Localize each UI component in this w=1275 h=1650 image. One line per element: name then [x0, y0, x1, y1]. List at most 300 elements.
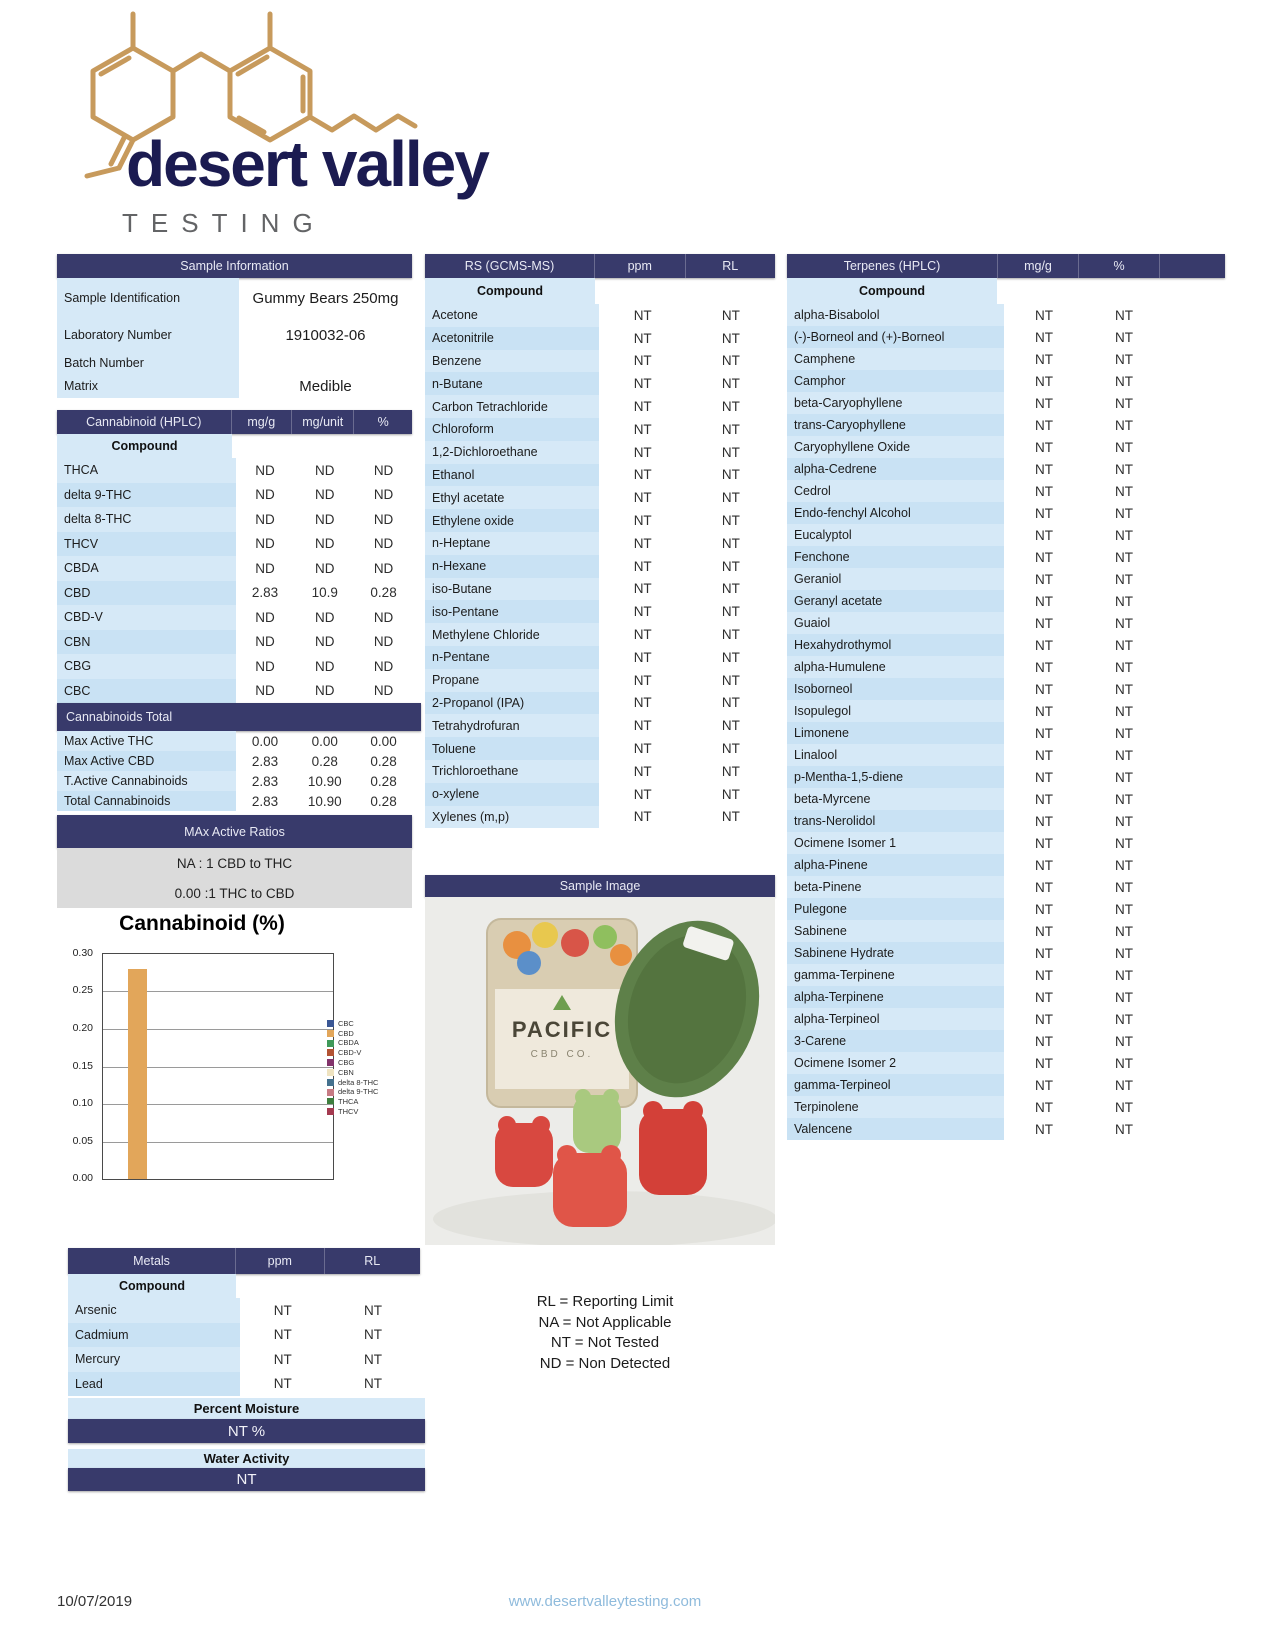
pct-value: NT: [1115, 747, 1133, 763]
pct-value: NT: [1115, 1011, 1133, 1027]
compound-subheader-label: Compound: [425, 278, 595, 304]
compound-label: trans-Caryophyllene: [787, 414, 1004, 436]
mgg-value: ND: [255, 511, 275, 527]
total-label: Max Active CBD: [57, 751, 236, 771]
ppm-value: NT: [633, 421, 652, 437]
water-activity-header: Water Activity: [68, 1449, 425, 1468]
chart-bar-delta 8-THC: [241, 954, 264, 1179]
mgg-value: NT: [1035, 637, 1053, 653]
legend-item: [327, 1020, 378, 1027]
legend-label: delta 9-THC: [338, 1087, 379, 1097]
brand-subtitle: TESTING: [122, 208, 326, 238]
mgg-value: 2.83: [251, 585, 279, 601]
table-row: [425, 350, 775, 373]
sample-image-title: Sample Image: [559, 879, 641, 893]
compound-subheader-label: Compound: [57, 434, 232, 458]
rl-value: NT: [721, 490, 740, 506]
col-header-pct: %: [377, 415, 389, 429]
table-row: [425, 623, 775, 646]
pct-value: NT: [1115, 967, 1133, 983]
mgunit-value: ND: [315, 487, 335, 503]
compound-label: Arsenic: [68, 1298, 240, 1323]
compound-label: alpha-Terpineol: [787, 1008, 1004, 1030]
table-row: [787, 524, 1225, 546]
rl-value: NT: [721, 604, 740, 620]
mgunit-value: 10.90: [307, 773, 342, 789]
table-row: [787, 590, 1225, 612]
table-row: [787, 1074, 1225, 1096]
compound-label: Mercury: [68, 1347, 240, 1372]
table-row: [787, 832, 1225, 854]
table-row: [68, 1298, 420, 1323]
website-link[interactable]: www.desertvalleytesting.com: [508, 1593, 702, 1610]
header-spacer: [1160, 254, 1225, 278]
terpenes-table-body: [787, 304, 1225, 1140]
pct-value: NT: [1115, 307, 1133, 323]
compound-label: Camphene: [787, 348, 1004, 370]
compound-label: Sabinene: [787, 920, 1004, 942]
ppm-value: NT: [633, 558, 652, 574]
table-row: [787, 546, 1225, 568]
mgg-value: NT: [1035, 615, 1053, 631]
compound-label: Cadmium: [68, 1323, 240, 1348]
compound-label: THCV: [57, 532, 236, 557]
compound-label: Endo-fenchyl Alcohol: [787, 502, 1004, 524]
mgg-value: NT: [1035, 813, 1053, 829]
compound-label: Guaiol: [787, 612, 1004, 634]
compound-subheader-label: Compound: [68, 1274, 236, 1298]
pct-value: NT: [1115, 1077, 1133, 1093]
ppm-value: NT: [633, 399, 652, 415]
pct-value: NT: [1115, 637, 1133, 653]
table-row: [787, 656, 1225, 678]
compound-label: gamma-Terpinene: [787, 964, 1004, 986]
table-row: [787, 392, 1225, 414]
ppm-value: NT: [633, 353, 652, 369]
mgunit-value: 0.28: [311, 753, 338, 769]
col-header-mgg: mg/g: [998, 254, 1079, 278]
pct-value: 0.28: [370, 773, 397, 789]
ppm-value: NT: [633, 467, 652, 483]
compound-label: beta-Pinene: [787, 876, 1004, 898]
pct-value: NT: [1115, 879, 1133, 895]
pct-value: ND: [373, 511, 394, 527]
table-row: [57, 751, 412, 771]
pct-value: NT: [1115, 725, 1133, 741]
compound-label: Ethyl acetate: [425, 486, 599, 509]
compound-label: CBD-V: [57, 605, 236, 630]
table-row: [57, 352, 412, 374]
field-value: 1910032-06: [285, 326, 366, 344]
pct-value: NT: [1115, 659, 1133, 675]
col-header-ppm: ppm: [595, 254, 685, 278]
pct-value: 0.28: [370, 585, 397, 601]
mgg-value: NT: [1035, 923, 1053, 939]
pct-value: NT: [1115, 1033, 1133, 1049]
table-row: [787, 568, 1225, 590]
compound-label: alpha-Bisabolol: [787, 304, 1004, 326]
table-row: [425, 418, 775, 441]
ppm-value: NT: [273, 1376, 292, 1392]
mgg-value: NT: [1035, 549, 1053, 565]
compound-label: Toluene: [425, 737, 599, 760]
compound-label: n-Hexane: [425, 555, 599, 578]
mgunit-value: ND: [315, 609, 335, 625]
rl-value: NT: [721, 421, 740, 437]
chart-bars: [103, 954, 333, 1179]
legend-label: CBD: [338, 1028, 354, 1038]
mgg-value: NT: [1035, 1099, 1053, 1115]
metals-table-body: [68, 1298, 420, 1396]
mgg-value: ND: [255, 462, 275, 478]
compound-label: delta 9-THC: [57, 483, 236, 508]
ratio-line: 0.00 :1 THC to CBD: [174, 885, 295, 901]
compound-subheader-label: Compound: [787, 278, 997, 304]
compound-label: Valencene: [787, 1118, 1004, 1140]
mgg-value: NT: [1035, 835, 1053, 851]
chart-bar-CBDA: [149, 954, 172, 1179]
col-header-mgg: mg/g: [232, 410, 293, 434]
mgg-value: ND: [255, 536, 275, 552]
table-row: [57, 532, 412, 557]
cannabinoid-table-body: [57, 458, 412, 703]
sample-info-title: Sample Information: [180, 259, 289, 273]
field-label: Sample Identification: [57, 278, 239, 318]
pct-value: NT: [1115, 1099, 1133, 1115]
ratio-line: NA : 1 CBD to THC: [176, 855, 293, 871]
mgg-value: NT: [1035, 725, 1053, 741]
pct-value: NT: [1115, 417, 1133, 433]
mgg-value: ND: [255, 609, 275, 625]
table-row: [57, 791, 412, 811]
rl-value: NT: [721, 399, 740, 415]
field-value: Gummy Bears 250mg: [252, 289, 399, 307]
mgg-value: NT: [1035, 527, 1053, 543]
table-row: [787, 920, 1225, 942]
legend-item: [327, 1030, 378, 1037]
mgg-value: NT: [1035, 505, 1053, 521]
pct-value: NT: [1115, 901, 1133, 917]
max-active-ratios-header: [57, 815, 412, 848]
ppm-value: NT: [633, 741, 652, 757]
ppm-value: NT: [633, 513, 652, 529]
ppm-value: NT: [633, 649, 652, 665]
rl-value: NT: [721, 581, 740, 597]
compound-label: Ocimene Isomer 1: [787, 832, 1004, 854]
mgunit-value: ND: [315, 634, 335, 650]
table-row: [787, 942, 1225, 964]
pct-value: NT: [1115, 461, 1133, 477]
table-row: [57, 507, 412, 532]
ppm-value: NT: [633, 307, 652, 323]
table-row: [57, 605, 412, 630]
mgg-value: ND: [255, 658, 275, 674]
legend-label: CBN: [338, 1067, 354, 1077]
total-label: Total Cannabinoids: [57, 791, 236, 811]
max-active-ratios-title: MAx Active Ratios: [184, 824, 285, 839]
compound-label: Tetrahydrofuran: [425, 714, 599, 737]
table-row: [425, 783, 775, 806]
compound-label: 3-Carene: [787, 1030, 1004, 1052]
percent-moisture-value: NT %: [68, 1419, 425, 1443]
legend-item: [327, 1049, 378, 1056]
rl-value: NT: [721, 307, 740, 323]
pct-value: NT: [1115, 791, 1133, 807]
compound-label: Geraniol: [787, 568, 1004, 590]
legend-label: THCA: [338, 1097, 359, 1107]
cannabinoid-compound-subheader: [57, 434, 412, 458]
table-row: [57, 731, 412, 751]
ppm-value: NT: [273, 1327, 292, 1343]
compound-label: Propane: [425, 669, 599, 692]
ppm-value: NT: [633, 581, 652, 597]
compound-label: CBN: [57, 630, 236, 655]
table-row: [57, 771, 412, 791]
pct-value: ND: [373, 536, 394, 552]
ppm-value: NT: [633, 490, 652, 506]
mgg-value: ND: [255, 634, 275, 650]
table-row: [787, 1096, 1225, 1118]
rl-value: NT: [721, 763, 740, 779]
mgg-value: NT: [1035, 571, 1053, 587]
compound-label: THCA: [57, 458, 236, 483]
compound-label: Terpinolene: [787, 1096, 1004, 1118]
ppm-value: NT: [273, 1351, 292, 1367]
abbreviation-line: NT = Not Tested: [550, 1334, 660, 1351]
field-label: Batch Number: [57, 352, 239, 374]
total-label: Max Active THC: [57, 731, 236, 751]
mgg-value: 2.83: [251, 793, 279, 809]
rs-table-body: [425, 304, 775, 828]
compound-label: Trichloroethane: [425, 760, 599, 783]
terpenes-table-header: [787, 254, 1225, 278]
mgg-value: NT: [1035, 659, 1053, 675]
chart-bar-CBG: [195, 954, 218, 1179]
table-row: [425, 578, 775, 601]
legend-item: [327, 1108, 378, 1115]
ppm-value: NT: [633, 763, 652, 779]
compound-label: Ocimene Isomer 2: [787, 1052, 1004, 1074]
table-row: [57, 318, 412, 352]
pct-value: ND: [373, 658, 394, 674]
mgg-value: NT: [1035, 1121, 1053, 1137]
col-header-rl: RL: [722, 259, 739, 273]
compound-label: Isoborneol: [787, 678, 1004, 700]
col-header-mgunit: mg/unit: [292, 410, 354, 434]
compound-label: iso-Butane: [425, 578, 599, 601]
compound-label: p-Mentha-1,5-diene: [787, 766, 1004, 788]
mgg-value: ND: [255, 560, 275, 576]
pct-value: NT: [1115, 681, 1133, 697]
metals-compound-subheader: [68, 1274, 420, 1298]
rl-value: NT: [721, 741, 740, 757]
mgunit-value: 0.00: [311, 733, 338, 749]
mgg-value: NT: [1035, 307, 1053, 323]
pct-value: NT: [1115, 857, 1133, 873]
mgg-value: NT: [1035, 329, 1053, 345]
compound-label: Limonene: [787, 722, 1004, 744]
ppm-value: NT: [633, 376, 652, 392]
compound-label: Fenchone: [787, 546, 1004, 568]
compound-label: beta-Myrcene: [787, 788, 1004, 810]
compound-label: n-Butane: [425, 372, 599, 395]
chart-bar-THCV: [310, 954, 333, 1179]
pct-value: NT: [1115, 329, 1133, 345]
col-header-rl: RL: [364, 1254, 381, 1268]
pct-value: NT: [1115, 527, 1133, 543]
mgg-value: NT: [1035, 681, 1053, 697]
table-row: [787, 810, 1225, 832]
table-row: [425, 806, 775, 829]
field-value: [239, 352, 412, 374]
field-label: Laboratory Number: [57, 318, 239, 352]
table-row: [787, 898, 1225, 920]
mgunit-value: 10.9: [311, 585, 338, 601]
mgunit-value: ND: [315, 462, 335, 478]
abbreviation-line: ND = Non Detected: [539, 1354, 671, 1372]
water-activity-value: NT: [68, 1468, 425, 1491]
sample-photo: [425, 897, 775, 1245]
table-row: [787, 458, 1225, 480]
legend-label: THCV: [338, 1106, 359, 1116]
chart-bar-CBC: [103, 954, 126, 1179]
rs-compound-subheader: [425, 278, 775, 304]
pct-value: NT: [1115, 813, 1133, 829]
table-row: [68, 1347, 420, 1372]
cannabinoid-table-header: [57, 410, 412, 434]
jar-label-sub: CBD CO.: [530, 1049, 594, 1060]
table-row: [57, 630, 412, 655]
table-row: [425, 395, 775, 418]
chart-title: Cannabinoid (%): [119, 912, 285, 935]
mgg-value: NT: [1035, 857, 1053, 873]
table-row: [787, 1052, 1225, 1074]
field-label: Matrix: [57, 374, 239, 398]
table-row: [787, 722, 1225, 744]
mgg-value: ND: [255, 487, 275, 503]
table-row: [787, 744, 1225, 766]
rl-value: NT: [721, 558, 740, 574]
table-row: [57, 374, 412, 398]
table-row: [425, 441, 775, 464]
mgg-value: NT: [1035, 439, 1053, 455]
ppm-value: NT: [633, 604, 652, 620]
legend-label: CBG: [338, 1057, 355, 1067]
table-row: [57, 654, 412, 679]
compound-label: Linalool: [787, 744, 1004, 766]
mgg-value: NT: [1035, 1033, 1053, 1049]
abbreviation-line: NA = Not Applicable: [538, 1313, 672, 1331]
legend-item: [327, 1040, 378, 1047]
pct-value: 0.00: [370, 733, 397, 749]
table-row: [57, 278, 412, 318]
cannabinoid-table-title: Cannabinoid (HPLC): [57, 410, 232, 434]
pct-value: NT: [1115, 395, 1133, 411]
pct-value: NT: [1115, 593, 1133, 609]
compound-label: CBG: [57, 654, 236, 679]
legend-item: [327, 1069, 378, 1076]
pct-value: NT: [1115, 439, 1133, 455]
compound-label: Benzene: [425, 350, 599, 373]
cannabinoids-total-title: Cannabinoids Total: [66, 710, 173, 724]
compound-label: Hexahydrothymol: [787, 634, 1004, 656]
rl-value: NT: [721, 786, 740, 802]
rl-value: NT: [721, 627, 740, 643]
total-label: T.Active Cannabinoids: [57, 771, 236, 791]
compound-label: delta 8-THC: [57, 507, 236, 532]
rl-value: NT: [721, 376, 740, 392]
mgg-value: NT: [1035, 461, 1053, 477]
mgunit-value: ND: [315, 683, 335, 699]
compound-label: Ethanol: [425, 464, 599, 487]
chart-plot: [102, 953, 334, 1180]
table-row: [425, 372, 775, 395]
compound-label: 1,2-Dichloroethane: [425, 441, 599, 464]
legend-label: delta 8-THC: [338, 1077, 379, 1087]
ppm-value: NT: [633, 695, 652, 711]
rl-value: NT: [721, 535, 740, 551]
table-row: [787, 854, 1225, 876]
compound-label: Eucalyptol: [787, 524, 1004, 546]
chart-legend: [327, 1020, 378, 1115]
table-row: [425, 692, 775, 715]
compound-label: n-Heptane: [425, 532, 599, 555]
jar-label-brand: PACIFIC: [511, 1017, 613, 1042]
rl-value: NT: [721, 718, 740, 734]
compound-label: beta-Caryophyllene: [787, 392, 1004, 414]
ppm-value: NT: [633, 330, 652, 346]
compound-label: Xylenes (m,p): [425, 806, 599, 829]
compound-label: 2-Propanol (IPA): [425, 692, 599, 715]
compound-label: Acetone: [425, 304, 599, 327]
compound-label: Acetonitrile: [425, 327, 599, 350]
metals-table-title: Metals: [68, 1248, 236, 1274]
rl-value: NT: [721, 330, 740, 346]
table-row: [425, 760, 775, 783]
chart-bar-CBD: [126, 954, 149, 1179]
abbreviation-line: RL = Reporting Limit: [536, 1293, 674, 1310]
cannabinoids-total-body: [57, 731, 412, 811]
sample-info-table: [57, 278, 412, 398]
pct-value: ND: [373, 683, 394, 699]
mgg-value: NT: [1035, 351, 1053, 367]
pct-value: 0.28: [370, 793, 397, 809]
table-row: [425, 486, 775, 509]
table-row: [425, 509, 775, 532]
mgg-value: NT: [1035, 945, 1053, 961]
percent-moisture-header: Percent Moisture: [68, 1398, 425, 1419]
rl-value: NT: [721, 649, 740, 665]
table-row: [787, 304, 1225, 326]
table-row: [787, 1118, 1225, 1140]
table-row: [787, 766, 1225, 788]
compound-label: Geranyl acetate: [787, 590, 1004, 612]
table-row: [787, 414, 1225, 436]
rs-table-header: [425, 254, 775, 278]
compound-label: Ethylene oxide: [425, 509, 599, 532]
table-row: [425, 737, 775, 760]
pct-value: NT: [1115, 571, 1133, 587]
ppm-value: NT: [273, 1302, 292, 1318]
field-value: Medible: [299, 377, 352, 395]
mgg-value: NT: [1035, 395, 1053, 411]
mgg-value: NT: [1035, 1077, 1053, 1093]
table-row: [787, 326, 1225, 348]
compound-label: alpha-Cedrene: [787, 458, 1004, 480]
pct-value: NT: [1115, 945, 1133, 961]
table-row: [68, 1372, 420, 1397]
table-row: [57, 458, 412, 483]
